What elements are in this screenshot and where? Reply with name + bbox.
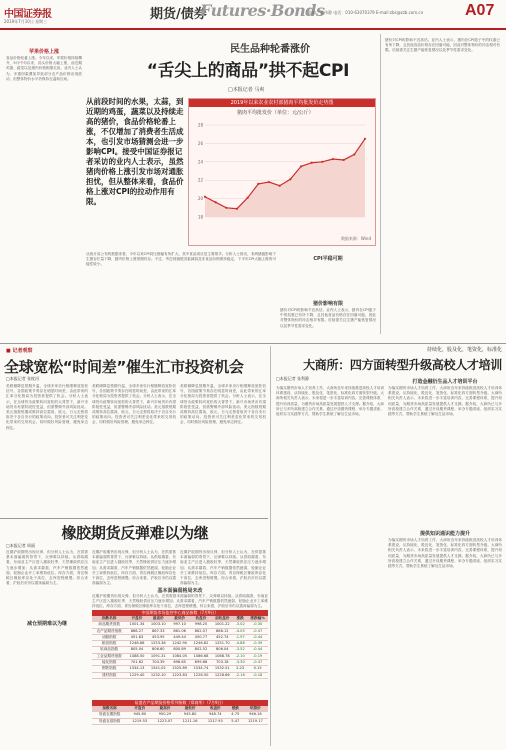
futures-cell: 800.89 [169,647,190,653]
section-title-en: Futures·Bonds [200,1,325,20]
zce-header-cell: 最低价 [178,706,203,712]
story-kicker: 民生品种轮番涨价 [230,44,310,55]
futures-cell: 1248.86 [126,641,147,647]
y-tick-label: 26 [197,140,203,146]
article-body-mid: 从统计局公布的数据来看，今年以来CPI同比涨幅有所扩大，其中食品项目是主要推手。分析人士指出，非洲猪瘟影响下生猪存栏量下降，猪肉价格上涨预期仍存。不过，考虑到翘尾因素减弱及非食品价格保持稳定，下半年CPI大幅上涨的可能性较小。 [86,252,276,267]
zce-header-cell: 结算价 [243,706,268,712]
zce-header-cell: 涨跌 [228,706,243,712]
futures-cell: 1253.36 [148,641,169,647]
fx-body-col2: 美联储降息预期升温，全球多家央行相继释放宽松信号，各国政策节奏存在明显时间差，由此带来的汇率分化格局为投资者提供了机会。分析人士表示，在全球货币政策转向宽松的大背景下，新兴市场货币有望阶段性受益，但需警惕外部风险扰动。美元指数短期或维持高位震荡，欧元、日元走势将取决于各自央行的政策动向。投资者可关注利差变化带来的交易机会，同时做好风险管理，避免单边押注。 [92,384,176,425]
data-point [300,165,302,167]
dce-subhead-1: 打造金融衍生品人才培训平台 [412,379,478,385]
chart-source: 数据来源：Wind [340,236,371,241]
fx-body-col1: 美联储降息预期升温，全球多家央行相继释放宽松信号，各国政策节奏存在明显时间差，由此带来的汇率分化格局为投资者提供了机会。分析人士表示，在全球货币政策转向宽松的大背景下，新兴市场货币有望阶段性受益，但需警惕外部风险扰动。美元指数短期或维持高位震荡，欧元、日元走势将取决于各自央行的政策动向。投资者可关注利差变化带来的交易机会，同时做好风险管理，避免单边押注。 [6,384,88,430]
article-body-right: 猪价对CPI的影响不宜高估。业内人士表示，猪肉在CPI篮子中的权重已有所下降，且其他食品价格存在回落可能，因此对整体物价的冲击相对有限。后续需关注生猪产能恢复情况以及季节性需求变化。 [385,38,500,53]
column-tag: ■ 记者观察 [6,348,33,354]
futures-cell: -0.18 [247,672,268,678]
futures-cell: 802.52 [190,647,211,653]
futures-cell: 1228.66 [212,672,233,678]
rubber-subhead-2: 减仓预期难以为继 [26,621,67,627]
y-tick-label: 24 [197,159,203,165]
table-row [92,622,268,628]
header-divider [0,28,506,30]
futures-cell: 1251.70 [212,641,233,647]
futures-table-title: 中国期货市场监控中心商品指数（7月9日） [92,610,268,616]
section-divider-1 [0,343,506,344]
futures-cell: 1003.10 [148,622,169,628]
futures-cell: 1525.89 [169,666,190,672]
futures-cell: 698.65 [169,660,190,666]
data-point [353,153,355,155]
fx-byline: □本报记者 张枕河 [6,376,40,381]
futures-cell: 1084.05 [169,653,190,659]
dce-body-col3: 为落实期货市场人才培养工作，大商所近年来持续推进高校人才培训体系建设，从持续化、股及化、笔资化、标准化四方面转型升级。大商所相关负责人表示，未来将进一步丰富培训内容，完善课程体系，提升培训质量，为期货市场高质量发展提供人才支撑。据介绍，大商所已与多所高校建立合作关系，通过开设期货课程、举办专题讲座、组织实习实践等方式，帮助学生系统了解衍生品市场。 [388,538,502,569]
futures-cell: -3.30 [233,660,247,666]
fx-body-col3: 美联储降息预期升温，全球多家央行相继释放宽松信号，各国政策节奏存在明显时间差，由此带来的汇率分化格局为投资者提供了机会。分析人士表示，在全球货币政策转向宽松的大背景下，新兴市场货币有望阶段性受益，但需警惕外部风险扰动。美元指数短期或维持高位震荡，欧元、日元走势将取决于各自央行的政策动向。投资者可关注利差变化带来的交易机会，同时做好风险管理，避免单边押注。 [180,384,266,425]
futures-cell: 商品期货指数 [92,622,126,628]
futures-cell: 451.83 [126,634,147,640]
futures-cell: 1532.51 [212,666,233,672]
pull-quote: 从前段时间的水果，太蒜，到近期的鸡蛋，蔬菜以及持续走高的猪价，食品价格轮番上涨，不仅增加了消费者生活成本，也引发市场猜测会进一步影响CPI。接受中国证券报记者采访的业内人士表示，虽然猪肉价格上涨引发市场对通胀担忧，但从整体来看，食品价格上涨对CPI的拉动作用有限。 [86,97,184,206]
futures-cell: 998.20 [190,622,211,628]
futures-cell: -0.47 [247,660,268,666]
futures-cell: -2.10 [233,653,247,659]
futures-cell: 工业品期货指数 [92,653,126,659]
futures-cell: 867.33 [148,628,169,634]
y-tick-label: 18 [197,214,203,220]
futures-cell: -4.88 [233,641,247,647]
story-headline: “舌尖上的商品”拱不起CPI [146,61,350,81]
futures-cell: 1534.74 [190,666,211,672]
futures-cell: 油脂指数 [92,634,126,640]
futures-cell: 农产品期货指数 [92,628,126,634]
dce-headline: 大商所：四方面转型升级高校人才培训 [303,358,502,372]
zce-header-cell: 指数名称 [92,706,127,712]
data-point [257,183,259,185]
rubber-headline: 橡胶期货反弹难以为继 [61,524,209,542]
futures-cell: 建材指数 [92,672,126,678]
futures-cell: 450.77 [190,634,211,640]
futures-cell: 861.06 [169,628,190,634]
data-point [204,196,206,198]
rubber-subhead-1: 基本面偏弱格局未改 [157,588,203,594]
futures-cell: 866.12 [212,628,233,634]
column-divider-right [270,346,271,746]
table-row [92,718,268,724]
futures-cell: 软商品指数 [92,647,126,653]
data-point [289,178,291,180]
futures-cell: 1232.10 [148,672,169,678]
newspaper-logo: 中国证券报 [4,9,52,20]
y-tick-label: 20 [197,196,203,202]
futures-cell: -3.02 [233,622,247,628]
futures-header-cell: 开盘价 [126,616,147,622]
futures-cell: 1223.83 [169,672,190,678]
rubber-body-col2: 近期沪胶期货出现反弹，但分析人士认为，在供需基本面偏弱的背景下，反弹难以持续。从供给端看，东南亚主产区进入割胶旺季，天然橡胶供应压力逐步增加；从需求端看，汽车产销数据依然疲弱，轮胎企业开工率维持低位。库存方面，青岛保税区橡胶库存处于高位，去库进程缓慢。综合来看，沪胶后市仍以震荡偏弱为主。 [92,550,176,586]
data-point [268,181,270,183]
futures-cell: 806.04 [212,647,233,653]
editor-contact: 责编：孟伟静 电话：010-63070379 E-mail:zbs@zzb.com.cn [308,10,424,15]
zce-cell: 易盛农基指数 [92,718,127,724]
futures-cell: 1226.50 [190,672,211,678]
futures-cell: -0.44 [247,647,268,653]
data-point [279,185,281,187]
futures-cell: 862.07 [190,628,211,634]
futures-cell: -0.19 [247,653,268,659]
data-point [236,208,238,210]
futures-cell: 1246.82 [190,641,211,647]
zce-table-title: 易盛农产品期货价格系列指数（郑商所）（7月9日） [92,700,268,706]
zce-header-cell: 收盘价 [203,706,228,712]
rubber-body-col3: 近期沪胶期货出现反弹，但分析人士认为，在供需基本面偏弱的背景下，反弹难以持续。从供给端看，东南亚主产区进入割胶旺季，天然橡胶供应压力逐步增加；从需求端看，汽车产销数据依然疲弱，轮胎企业开工率维持低位。库存方面，青岛保税区橡胶库存处于高位，去库进程缓慢。综合来看，沪胶后市仍以震荡偏弱为主。 [180,550,266,586]
data-point [311,162,313,164]
dce-byline: □本报记者 张利静 [276,376,310,381]
futures-cell: 1088.50 [126,653,147,659]
futures-cell: 粮食指数 [92,641,126,647]
zce-cell: 1219.17 [243,718,268,724]
dce-tag: 持续化，股及化，笔资化，标准化 [426,347,502,353]
futures-cell: 453.95 [148,634,169,640]
dce-body-col2: 为落实期货市场人才培养工作，大商所近年来持续推进高校人才培训体系建设，从持续化、股及化、笔资化、标准化四方面转型升级。大商所相关负责人表示，未来将进一步丰富培训内容，完善课程体系，提升培训质量，为期货市场高质量发展提供人才支撑。据介绍，大商所已与多所高校建立合作关系，通过开设期货课程、举办专题讲座、组织实习实践等方式，帮助学生系统了解衍生品市场。 [388,386,502,417]
section-divider-2 [0,518,268,519]
zce-index-table [92,706,268,725]
futures-header-cell: 最高价 [148,616,169,622]
subhead-pork: 猪价影响有限 [312,301,343,307]
futures-cell: 449.44 [169,634,190,640]
article-body-left: 食品价格轮番上涨。今年以来，苹果价格持续攀升，5月中旬以来，蒜头价格大幅上涨，而近期鸡蛋、蔬菜以及猪肉价格相继走高。业内人士认为，多重因素叠加导致部分农产品价格出现波动，但整体物价水平仍保持在温和区间。 [6,56,82,81]
futures-cell: 866.27 [126,628,147,634]
futures-cell: 1242.90 [169,641,190,647]
zce-cell: 1217.93 [203,718,228,724]
zce-cell: 易盛农期指数 [92,712,127,718]
zce-cell: 5.47 [228,718,243,724]
futures-cell: -0.47 [247,628,268,634]
futures-cell: 701.62 [126,660,147,666]
futures-cell: 1541.02 [148,666,169,672]
data-point [321,161,323,163]
futures-cell: -2.16 [233,672,247,678]
futures-cell: 1001.22 [212,622,233,628]
futures-index-table-wrap [92,610,268,679]
table-row [92,653,268,659]
futures-cell: 1229.40 [126,672,147,678]
story-byline: □本报记者 马爽 [228,87,265,93]
zce-cell: 1219.53 [127,718,152,724]
zce-index-table-wrap [92,700,268,725]
zce-cell: 4.75 [228,712,243,718]
futures-cell: 钢铁指数 [92,666,126,672]
futures-cell: -0.39 [247,641,268,647]
futures-cell: -0.30 [247,622,268,628]
page-number: A07 [465,2,495,19]
futures-cell: 能化指数 [92,660,126,666]
futures-cell: 805.04 [126,647,147,653]
futures-header-cell: 收盘价 [190,616,211,622]
futures-cell: 699.88 [190,660,211,666]
futures-cell: 1086.68 [190,653,211,659]
zce-cell: 948.74 [203,712,228,718]
y-tick-label: 22 [197,177,203,183]
futures-header-cell: 涨跌 [233,616,247,622]
issue-date: 2019年7月10日 星期三 [4,19,48,24]
futures-cell: -4.05 [233,628,247,634]
futures-cell: 704.39 [148,660,169,666]
rubber-body-col1: 近期沪胶期货出现反弹，但分析人士认为，在供需基本面偏弱的背景下，反弹难以持续。从供给端看，东南亚主产区进入割胶旺季，天然橡胶供应压力逐步增加；从需求端看，汽车产销数据依然疲弱，轮胎企业开工率维持低位。库存方面，青岛保税区橡胶库存处于高位，去库进程缓慢。综合来看，沪胶后市仍以震荡偏弱为主。 [6,550,88,586]
futures-cell: -3.52 [233,647,247,653]
y-tick-label: 28 [197,122,203,128]
zce-cell: 1223.07 [152,718,177,724]
section-title: 期货/债券 [150,7,207,22]
futures-cell: 1091.31 [148,653,169,659]
zce-cell: 946.16 [243,712,268,718]
futures-cell: -0.44 [247,634,268,640]
futures-header-cell: 前收盘价 [212,616,233,622]
chart-title: 猪肉平均批发价（单位：元/公斤） [237,110,314,116]
futures-header-cell: 最低价 [169,616,190,622]
zce-cell: 945.80 [127,712,152,718]
data-point [343,159,345,161]
zce-header-cell: 最高价 [152,706,177,712]
rubber-byline: □本报记者 周丽 [6,543,36,548]
subhead-apple: 苹果价格上涨 [28,49,59,55]
data-point [215,201,217,203]
futures-cell: 2.23 [233,666,247,672]
futures-cell: 997.10 [169,622,190,628]
dce-body-col1: 为落实期货市场人才培养工作，大商所近年来持续推进高校人才培训体系建设，从持续化、股及化、笔资化、标准化四方面转型升级。大商所相关负责人表示，未来将进一步丰富培训内容，完善课程体系，提升培训质量，为期货市场高质量发展提供人才支撑。据介绍，大商所已与多所高校建立合作关系，通过开设期货课程、举办专题讲座、组织实习实践等方式，帮助学生系统了解衍生品市场。 [276,386,384,417]
series-area [205,139,365,217]
data-point [332,158,334,160]
article-body-pork: 猪价对CPI的影响不宜高估。业内人士表示，猪肉在CPI篮子中的权重已有所下降，且其他食品价格存在回落可能，因此对整体物价的冲击相对有限。后续需关注生猪产能恢复情况以及季节性需求变化。 [280,308,376,328]
zce-cell: 1211.16 [178,718,203,724]
page-header [0,0,506,28]
zce-header-cell: 开盘价 [127,706,152,712]
fx-headline: 全球宽松“时间差”催生汇市投资机会 [4,358,244,376]
table-row [92,628,268,634]
data-point [247,197,249,199]
data-point [364,138,366,140]
dce-subhead-2: 提供知识通识能力提升 [419,531,470,537]
futures-cell: 703.18 [212,660,233,666]
rubber-body-col4: 近期沪胶期货出现反弹，但分析人士认为，在供需基本面偏弱的背景下，反弹难以持续。从供给端看，东南亚主产区进入割胶旺季，天然橡胶供应压力逐步增加；从需求端看，汽车产销数据依然疲弱，轮胎企业开工率维持低位。库存方面，青岛保税区橡胶库存处于高位，去库进程缓慢。综合来看，沪胶后市仍以震荡偏弱为主。 [92,594,268,608]
chart-plot [189,117,375,235]
futures-cell: 1088.78 [212,653,233,659]
futures-cell: 0.15 [247,666,268,672]
zce-cell: 950.29 [152,712,177,718]
pork-price-chart [188,98,376,246]
data-point [225,207,227,209]
futures-header-cell: 指数名称 [92,616,126,622]
chart-banner: 2019年以来农业农村部猪肉平均批发价走势图 [189,99,375,107]
futures-index-table [92,616,268,679]
futures-cell: 1534.13 [126,666,147,672]
futures-cell: 452.74 [212,634,233,640]
futures-cell: 806.60 [148,647,169,653]
futures-header-cell: 涨跌幅% [247,616,268,622]
column-divider [380,34,381,334]
table-row [92,672,268,678]
futures-cell: 1001.34 [126,622,147,628]
futures-cell: -1.97 [233,634,247,640]
zce-cell: 945.80 [178,712,203,718]
subhead-cpi: CPI平稳可期 [313,256,343,262]
